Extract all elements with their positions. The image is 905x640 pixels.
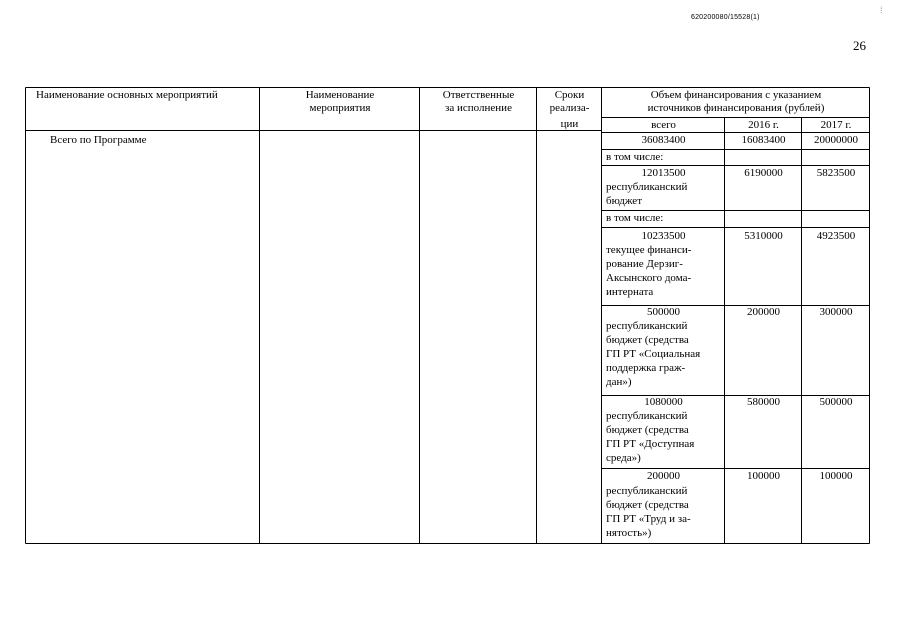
entry-3-desc-line1: республиканский <box>606 320 688 332</box>
entry-5-desc-line2: бюджет (средства <box>606 499 689 511</box>
entry-5-2016: 100000 <box>747 470 780 482</box>
corner-mark: ⁞ <box>880 5 883 15</box>
entry-1-2016: 6190000 <box>744 167 783 179</box>
entry-5-2017: 100000 <box>819 470 853 482</box>
entry-4-2016: 580000 <box>747 396 780 408</box>
header-funding-line2: источников финансирования (рублей) <box>647 102 825 114</box>
row-label-program-total: Всего по Программе <box>50 134 147 146</box>
entry-3-desc-line5: дан») <box>606 376 632 388</box>
header-responsible-line1: Ответственные <box>442 89 515 101</box>
header-main-activities: Наименование основных мероприятий <box>36 89 218 101</box>
entry-4-desc-line2: бюджет (средства <box>606 424 689 436</box>
entry-3-2016: 200000 <box>747 306 780 318</box>
header-terms-line3: ции <box>560 118 579 130</box>
entry-4-desc-line3: ГП РТ «Доступная <box>606 438 695 450</box>
entry-0-2017: 20000000 <box>814 134 858 146</box>
entry-1-desc-line2: бюджет <box>606 195 642 207</box>
entry-1-desc-line1: республиканский <box>606 181 688 193</box>
header-terms-line1: Сроки <box>554 89 585 101</box>
entry-3-total: 500000 <box>647 306 680 318</box>
entry-4-desc-line1: республиканский <box>606 410 688 422</box>
including-label-2: в том числе: <box>606 212 664 224</box>
entry-2-desc-line1: текущее финанси- <box>606 244 692 256</box>
header-total: всего <box>651 119 676 131</box>
entry-2-2016: 5310000 <box>744 230 783 242</box>
entry-0-total: 36083400 <box>641 134 686 146</box>
entry-3-desc-line4: поддержка граж- <box>606 362 686 374</box>
entry-5-desc-line4: нятость») <box>606 527 652 539</box>
header-terms-line2: реализа- <box>549 102 590 114</box>
page-number: 26 <box>853 38 866 53</box>
entry-1-2017: 5823500 <box>816 167 856 179</box>
entry-1-total: 12013500 <box>641 167 686 179</box>
header-activity-name-line2: мероприятия <box>309 102 371 114</box>
entry-3-2017: 300000 <box>819 306 853 318</box>
header-year-2016: 2016 г. <box>748 119 779 131</box>
entry-2-desc-line2: рование Дерзиг- <box>606 258 683 270</box>
entry-5-desc-line3: ГП РТ «Труд и за- <box>606 513 691 525</box>
entry-4-total: 1080000 <box>644 396 683 408</box>
entry-3-desc-line2: бюджет (средства <box>606 334 689 346</box>
including-label-1: в том числе: <box>606 151 664 163</box>
entry-5-desc-line1: республиканский <box>606 485 688 497</box>
entry-4-2017: 500000 <box>819 396 853 408</box>
entry-2-total: 10233500 <box>641 230 686 242</box>
document-code: 620200080/15528(1) <box>691 14 760 21</box>
header-activity-name-line1: Наименование <box>305 89 375 101</box>
header-responsible-line2: за исполнение <box>445 102 512 114</box>
entry-0-2016: 16083400 <box>741 134 786 146</box>
entry-3-desc-line3: ГП РТ «Социальная <box>606 348 701 360</box>
entry-2-desc-line4: интерната <box>606 286 654 298</box>
entry-5-total: 200000 <box>647 470 680 482</box>
header-funding-line1: Объем финансирования с указанием <box>650 89 822 101</box>
header-year-2017: 2017 г. <box>820 119 852 131</box>
entry-2-desc-line3: Аксынского дома- <box>606 272 692 284</box>
entry-4-desc-line4: среда») <box>606 452 641 464</box>
entry-2-2017: 4923500 <box>816 230 856 242</box>
